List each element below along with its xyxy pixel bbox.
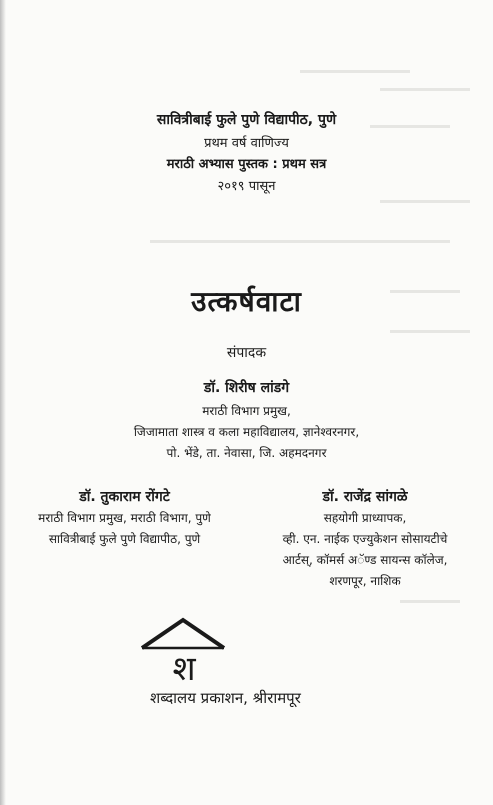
editor-label: संपादक	[226, 345, 267, 361]
book-title: उत्कर्षवाटा	[191, 285, 302, 318]
editor-right-block	[250, 486, 480, 592]
publisher-name: शब्दालय प्रकाशन, श्रीरामपूर	[150, 689, 301, 707]
main-editor-line: पो. भेंडे, ता. नेवासा, जि. अहमदनगर	[166, 446, 327, 460]
editor-right-line: सहयोगी प्राध्यापक,	[323, 511, 407, 525]
main-editor-name: डॉ. शिरीष लांडगे	[203, 380, 290, 396]
editor-left-line: मराठी विभाग प्रमुख, मराठी विभाग, पुणे	[38, 511, 211, 525]
publisher-logo-glyph: श	[172, 649, 196, 688]
bleed-through	[380, 200, 470, 203]
editor-right-name: डॉ. राजेंद्र सांगळे	[322, 489, 408, 505]
academic-year: २०१९ पासून	[217, 179, 276, 194]
university-name: सावित्रीबाई फुले पुणे विद्यापीठ, पुणे	[156, 112, 337, 128]
book-description: मराठी अभ्यास पुस्तक : प्रथम सत्र	[166, 157, 327, 172]
bleed-through	[150, 240, 450, 243]
bleed-through	[390, 330, 470, 333]
bleed-through	[400, 600, 460, 603]
editor-right-line: शरणपूर, नाशिक	[329, 574, 401, 588]
editor-right-line: व्ही. एन. नाईक एज्युकेशन सोसायटीचे	[282, 532, 448, 546]
main-editor-line: मराठी विभाग प्रमुख,	[202, 404, 291, 418]
editor-right-line: आर्टस्, कॉमर्स अॅण्ड सायन्स कॉलेज,	[282, 553, 448, 567]
editor-left-block	[12, 486, 237, 550]
bleed-through	[380, 88, 470, 91]
main-editor-line: जिजामाता शास्त्र व कला महाविद्यालय, ज्ञानेश्वरनगर,	[133, 425, 360, 439]
editor-left-line: सावित्रीबाई फुले पुणे विद्यापीठ, पुणे	[48, 532, 201, 546]
bleed-through	[300, 70, 410, 73]
course-year: प्रथम वर्ष वाणिज्य	[204, 136, 289, 151]
editor-left-name: डॉ. तुकाराम रोंगटे	[79, 489, 170, 505]
publisher-logo-icon	[138, 614, 228, 688]
